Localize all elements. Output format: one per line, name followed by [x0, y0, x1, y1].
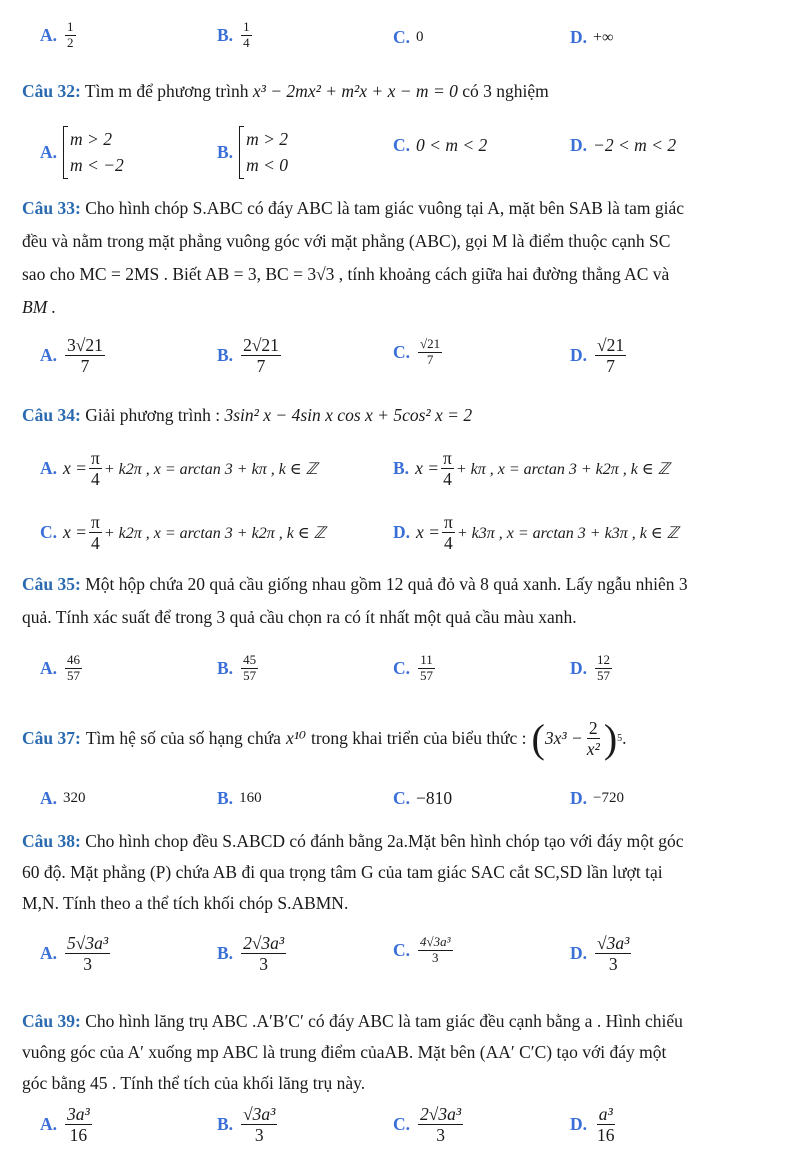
- q38-option-d[interactable]: D. $\frac{\text{√3a³}}{3}$: [570, 933, 630, 975]
- fraction: $\frac{2}{\text{x²}}$: [586, 718, 600, 760]
- question-38: Câu 38: Cho hình chop đều S.ABCD có đánh bằng 2a.Mặt bên hình chóp tạo với đáy một góc 60 độ. Mặt phẳng (P) chứa AB đi qua trọng tâm G của tam giác SAC cắt SC,SD lần lượt tại M,N. Tính theo a thể tích khối chóp S.ABMN.: [22, 831, 684, 913]
- q31-option-a[interactable]: A. $\frac{1}{2}$: [40, 19, 74, 50]
- q37-option-c[interactable]: C. −810: [393, 788, 453, 808]
- fraction: $\frac{1}{2}$: [67, 19, 74, 50]
- q32-option-b[interactable]: B. m > 2 m < 0: [217, 126, 288, 179]
- question-33: Câu 33: Cho hình chóp S.ABC có đáy ABC là tam giác vuông tại A, mặt bên SAB là tam giác đều và nằm trong mặt phẳng vuông góc với mặt phẳng (ABC), gọi M là điểm thuộc cạnh SC sao cho MC = 2MS . Biết AB = 3, BC = 3√3 , tính khoảng cách giữa hai đường thẳng AC và BM .: [22, 198, 685, 317]
- fraction: $\frac{3√21}{7}$: [67, 335, 103, 377]
- q33-option-d[interactable]: D. $\frac{√21}{7}$: [570, 335, 625, 377]
- q37-option-b[interactable]: B. 160: [217, 788, 262, 808]
- q31-option-b[interactable]: B. $\frac{1}{4}$: [217, 19, 250, 50]
- fraction: $\frac{11}{57}$: [420, 652, 434, 683]
- q33-option-b[interactable]: B. $\frac{2√21}{7}$: [217, 335, 279, 377]
- question-35: Câu 35: Một hộp chứa 20 quả cầu giống nhau gồm 12 quả đỏ và 8 quả xanh. Lấy ngẫu nhiên 3 quả. Tính xác suất để trong 3 quả cầu chọn ra có ít nhất một quả cầu màu xanh.: [22, 574, 688, 627]
- q35-option-b[interactable]: B. $\frac{45}{57}$: [217, 652, 257, 683]
- equation: x³ − 2mx² + m²x + x − m = 0: [252, 81, 458, 101]
- system-of-conditions: m > 2 m < −2: [63, 126, 124, 179]
- q39-option-c[interactable]: C. $\frac{\text{2√3a³}}{3}$: [393, 1104, 462, 1146]
- q32-option-a[interactable]: A. m > 2 m < −2: [40, 126, 124, 179]
- fraction: $\frac{√21}{7}$: [420, 336, 441, 367]
- fraction: $\frac{\text{√3a³}}{3}$: [243, 1104, 276, 1146]
- q32-option-d[interactable]: D. −2 < m < 2: [570, 135, 677, 155]
- fraction: $\frac{\pi}{4}$: [90, 512, 100, 554]
- equation: 3sin² x − 4sin x cos x + 5cos² x = 2: [224, 405, 473, 425]
- q34-option-c[interactable]: C. x = $\frac{\pi}{4}$ + k2π , x = arctan 3 + k2π , k ∈ ℤ: [40, 512, 326, 554]
- fraction: $\frac{12}{57}$: [597, 652, 611, 683]
- fraction: $\frac{1}{4}$: [243, 19, 250, 50]
- fraction: $\frac{\text{√3a³}}{3}$: [597, 933, 630, 975]
- q37-option-a[interactable]: A. 320: [40, 788, 86, 808]
- fraction: $\frac{45}{57}$: [243, 652, 257, 683]
- q39-option-a[interactable]: A. $\frac{\text{3a³}}{16}$: [40, 1104, 90, 1146]
- q38-option-a[interactable]: A. $\frac{\text{5√3a³}}{3}$: [40, 933, 109, 975]
- fraction: $\frac{\text{5√3a³}}{3}$: [67, 933, 109, 975]
- q34-option-b[interactable]: B. x = $\frac{\pi}{4}$ + kπ , x = arctan 3 + k2π , k ∈ ℤ: [393, 448, 670, 490]
- fraction: $\frac{\text{4√3a³}}{3}$: [420, 934, 451, 965]
- q31-option-c[interactable]: C. 0: [393, 27, 424, 47]
- fraction: $\frac{\pi}{4}$: [443, 448, 452, 490]
- q39-option-b[interactable]: B. $\frac{\text{√3a³}}{3}$: [217, 1104, 276, 1146]
- question-32: Câu 32: Tìm m để phương trình x³ − 2mx² + m²x + x − m = 0 có 3 nghiệm: [22, 81, 549, 101]
- expression: ( 3x³ − $\frac{2}{\text{x²}}$ ) 5 .: [531, 715, 627, 761]
- fraction: $\frac{√21}{7}$: [597, 335, 625, 377]
- system-of-conditions: m > 2 m < 0: [239, 126, 288, 179]
- question-37: Câu 37: Tìm hệ số của số hạng chứa x¹⁰ trong khai triển của biểu thức : ( 3x³ − $\frac{2}{\text{x²}}$ ) 5 .: [22, 715, 627, 761]
- fraction: $\frac{\text{2√3a³}}{3}$: [420, 1104, 462, 1146]
- q32-option-c[interactable]: C. 0 < m < 2: [393, 135, 488, 155]
- term: x¹⁰: [285, 728, 306, 749]
- q33-option-c[interactable]: C. $\frac{√21}{7}$: [393, 336, 441, 367]
- fraction: $\frac{2√21}{7}$: [243, 335, 279, 377]
- q34-option-a[interactable]: A. x = $\frac{\pi}{4}$ + k2π , x = arctan 3 + kπ , k ∈ ℤ: [40, 448, 318, 490]
- q39-option-d[interactable]: D. $\frac{\text{a³}}{16}$: [570, 1104, 615, 1146]
- fraction: $\frac{\pi}{4}$: [90, 448, 100, 490]
- question-39: Câu 39: Cho hình lăng trụ ABC .A′B′C′ có đáy ABC là tam giác đều cạnh bằng a . Hình chiếu vuông góc của A′ xuống mp ABC là trung điểm củaAB. Mặt bên (AA′ C′C) tạo với đáy một góc bằng 45 . Tính thể tích của khối lăng trụ này.: [22, 1011, 683, 1093]
- q33-option-a[interactable]: A. $\frac{3√21}{7}$: [40, 335, 103, 377]
- q38-option-b[interactable]: B. $\frac{\text{2√3a³}}{3}$: [217, 933, 285, 975]
- q31-option-d[interactable]: D. +∞: [570, 27, 614, 47]
- question-34: Câu 34: Giải phương trình : 3sin² x − 4sin x cos x + 5cos² x = 2: [22, 405, 473, 425]
- fraction: $\frac{\text{3a³}}{16}$: [67, 1104, 90, 1146]
- fraction: $\frac{\text{2√3a³}}{3}$: [243, 933, 285, 975]
- fraction: $\frac{\pi}{4}$: [443, 512, 453, 554]
- q35-option-a[interactable]: A. $\frac{46}{57}$: [40, 652, 81, 683]
- q34-option-d[interactable]: D. x = $\frac{\pi}{4}$ + k3π , x = arctan 3 + k3π , k ∈ ℤ: [393, 512, 679, 554]
- q38-option-c[interactable]: C. $\frac{\text{4√3a³}}{3}$: [393, 934, 451, 965]
- q35-option-c[interactable]: C. $\frac{11}{57}$: [393, 652, 434, 683]
- q35-option-d[interactable]: D. $\frac{12}{57}$: [570, 652, 611, 683]
- fraction: $\frac{\text{a³}}{16}$: [597, 1104, 615, 1146]
- fraction: $\frac{46}{57}$: [67, 652, 81, 683]
- q37-option-d[interactable]: D. −720: [570, 788, 624, 808]
